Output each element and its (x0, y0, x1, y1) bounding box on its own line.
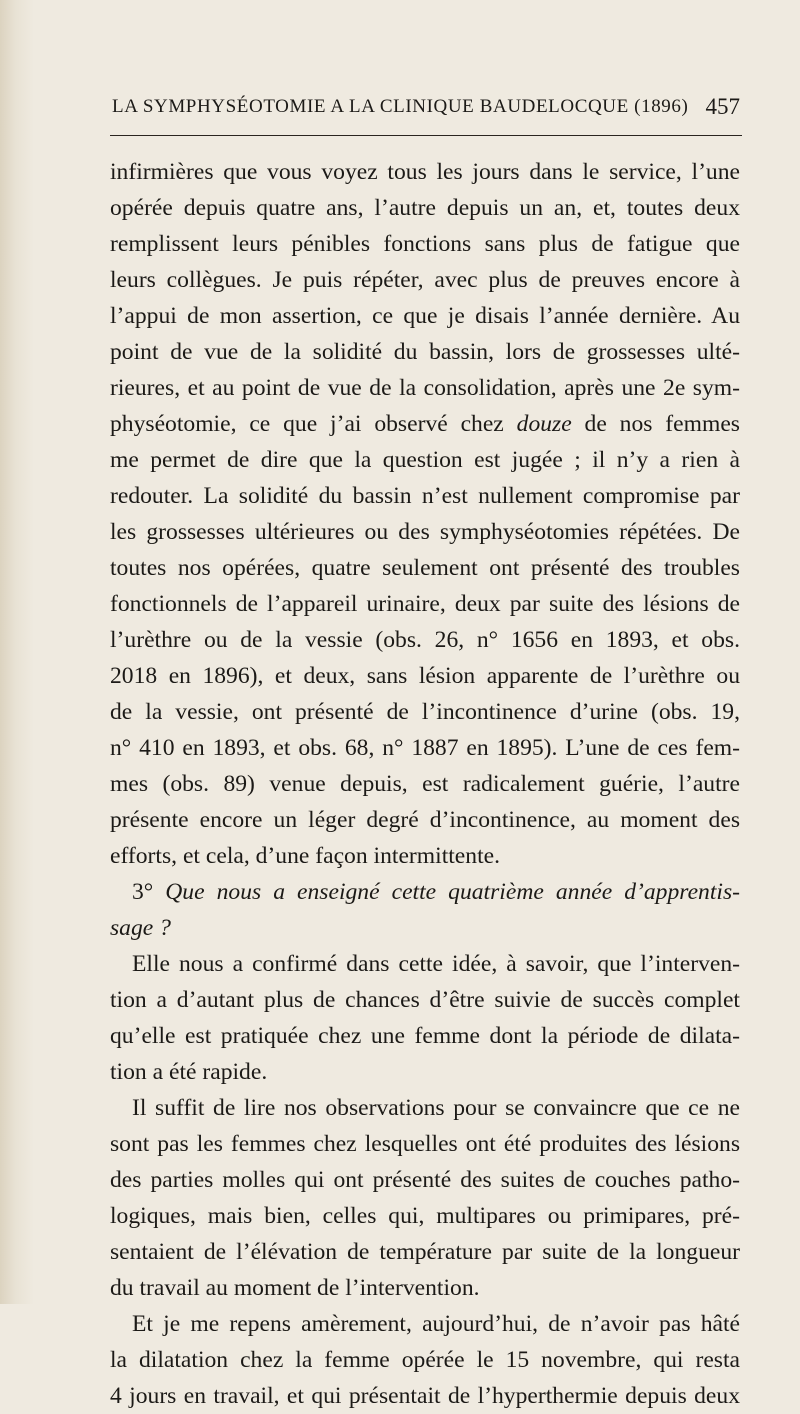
text-line-25: qu’elle est pratiquée chez une femme dont la période de dilata- (110, 1023, 740, 1049)
text-line-32: du travail au moment de l’intervention. (110, 1275, 480, 1301)
text-line-16: de la vessie, ont présenté de l’incontinence d’urine (obs. 19, (110, 699, 740, 725)
text-line-20: efforts, et cela, d’une façon intermittente. (110, 843, 500, 869)
italic-word-douze: douze (516, 411, 572, 437)
text-line-4: leurs collègues. Je puis répéter, avec plus de preuves encore à (110, 267, 740, 293)
text-line-15: 2018 en 1896), et deux, sans lésion apparente de l’urèthre ou (110, 663, 740, 689)
text-line-17: n° 410 en 1893, et obs. 68, n° 1887 en 1895). L’une de ces fem- (110, 735, 740, 761)
text-line-28: sont pas les femmes chez lesquelles ont été produites des lésions (110, 1131, 740, 1157)
section-number: 3° (132, 879, 154, 905)
text-line-12: toutes nos opérées, quatre seulement ont présenté des troubles (110, 555, 740, 581)
section-heading-text: Que nous a enseigné cette quatrième année d’apprentis- (165, 879, 740, 905)
page-number: 457 (705, 94, 740, 119)
text-line-29: des parties molles qui ont présenté des suites de couches patho- (110, 1167, 740, 1193)
body-text (110, 154, 740, 1414)
text-line-34: la dilatation chez la femme opérée le 15 novembre, qui resta (110, 1347, 740, 1373)
text-line-13: fonctionnels de l’appareil urinaire, deux par suite des lésions de (110, 591, 740, 617)
text-line-7: rieures, et au point de vue de la consolidation, après une 2e sym- (110, 375, 740, 401)
text-line-3: remplissent leurs pénibles fonctions sans plus de fatigue que (110, 231, 740, 257)
text-line-27: Il suffit de lire nos observations pour se convaincre que ce ne (132, 1095, 740, 1121)
text-line-24: tion a d’autant plus de chances d’être suivie de succès complet (110, 987, 740, 1013)
text-line-8-start: physéotomie, ce que j’ai observé chez (110, 411, 504, 437)
section-heading-text-cont: sage ? (110, 915, 171, 941)
text-line-6: point de vue de la solidité du bassin, lors de grossesses ulté- (110, 339, 740, 365)
section-heading-cont (110, 910, 740, 946)
text-line-8-end: de nos femmes (584, 411, 740, 437)
text-line-1: infirmières que vous voyez tous les jours dans le service, l’une (110, 159, 740, 185)
text-line-23: Elle nous a confirmé dans cette idée, à savoir, que l’interven- (132, 951, 740, 977)
text-line-33: Et je me repens amèrement, aujourd’hui, de n’avoir pas hâté (132, 1311, 740, 1337)
text-line-10: redouter. La solidité du bassin n’est nullement compromise par (110, 483, 740, 509)
text-line-26: tion a été rapide. (110, 1059, 268, 1085)
text-line-11: les grossesses ultérieures ou des symphyséotomies répétées. De (110, 519, 740, 545)
text-line-8 (110, 406, 740, 442)
text-line-31: sentaient de l’élévation de température par suite de la longueur (110, 1239, 740, 1265)
text-line-19: présente encore un léger degré d’incontinence, au moment des (110, 807, 740, 833)
text-line-35: 4 jours en travail, et qui présentait de l’hyperthermie depuis deux (110, 1383, 740, 1409)
text-line-5: l’appui de mon assertion, ce que je disais l’année dernière. Au (110, 303, 740, 329)
text-line-30: logiques, mais bien, celles qui, multipares ou primipares, pré- (110, 1203, 740, 1229)
header-rule (110, 135, 742, 136)
text-line-9: me permet de dire que la question est jugée ; il n’y a rien à (110, 447, 740, 473)
text-line-14: l’urèthre ou de la vessie (obs. 26, n° 1656 en 1893, et obs. (110, 627, 740, 653)
text-line-2: opérée depuis quatre ans, l’autre depuis un an, et, toutes deux (110, 195, 740, 221)
section-heading (110, 874, 740, 910)
running-head-title: LA SYMPHYSÉOTOMIE A LA CLINIQUE BAUDELOCQUE (1896) (112, 96, 689, 117)
text-line-18: mes (obs. 89) venue depuis, est radicalement guérie, l’autre (110, 771, 740, 797)
